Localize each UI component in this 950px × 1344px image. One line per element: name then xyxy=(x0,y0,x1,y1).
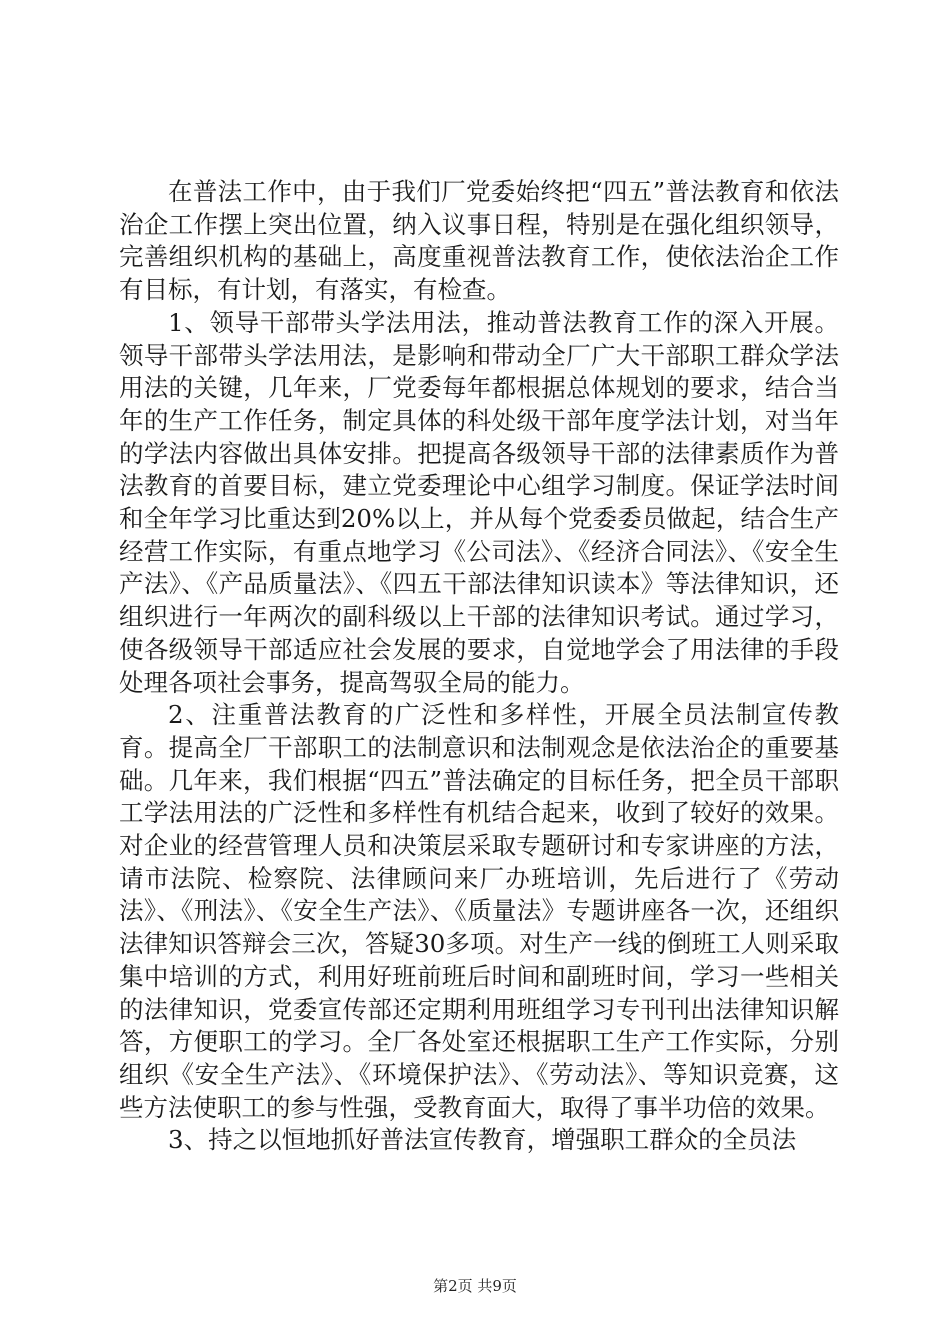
section-2-paragraph: 2、注重普法教育的广泛性和多样性，开展全员法制宣传教育。提高全厂干部职工的法制意识和法制观念是依法治企的重要基础。几年来，我们根据“四五”普法确定的目标任务，把全员干部职工学法用法的广泛性和多样性有机结合起来，收到了较好的效果。对企业的经营管理人员和决策层采取专题研讨和专家讲座的方法，请市法院、检察院、法律顾问来厂办班培训，先后进行了《劳动法》、《刑法》、《安全生产法》、《质量法》专题讲座各一次，还组织法律知识答辩会三次，答疑30多项。对生产一线的倒班工人则采取集中培训的方式，利用好班前班后时间和副班时间，学习一些相关的法律知识，党委宣传部还定期利用班组学习专刊刊出法律知识解答，方便职工的学习。全厂各处室还根据职工生产工作实际，分别组织《安全生产法》、《环境保护法》、《劳动法》、等知识竞赛，这些方法使职工的参与性强，受教育面大，取得了事半功倍的效果。 xyxy=(119,700,839,1122)
section-1-paragraph: 1、领导干部带头学法用法，推动普法教育工作的深入开展。领导干部带头学法用法，是影响和带动全厂广大干部职工群众学法用法的关键，几年来，厂党委每年都根据总体规划的要求，结合当年的生产工作任务，制定具体的科处级干部年度学法计划，对当年的学法内容做出具体安排。把提高各级领导干部的法律素质作为普法教育的首要目标，建立党委理论中心组学习制度。保证学法时间和全年学习比重达到20%以上，并从每个党委委员做起，结合生产经营工作实际，有重点地学习《公司法》、《经济合同法》、《安全生产法》、《产品质量法》、《四五干部法律知识读本》等法律知识，还组织进行一年两次的副科级以上干部的法律知识考试。通过学习，使各级领导干部适应社会发展的要求，自觉地学会了用法律的手段处理各项社会事务，提高驾驭全局的能力。 xyxy=(119,307,839,697)
intro-paragraph: 在普法工作中，由于我们厂党委始终把“四五”普法教育和依法治企工作摆上突出位置，纳入议事日程，特别是在强化组织领导，完善组织机构的基础上，高度重视普法教育工作，使依法治企工作有目标，有计划，有落实，有检查。 xyxy=(119,177,839,305)
page-number-footer: 第2页 共9页 xyxy=(433,1277,517,1295)
section-3-paragraph: 3、持之以恒地抓好普法宣传教育，增强职工群众的全员法 xyxy=(168,1125,797,1155)
document-body xyxy=(119,176,839,1157)
